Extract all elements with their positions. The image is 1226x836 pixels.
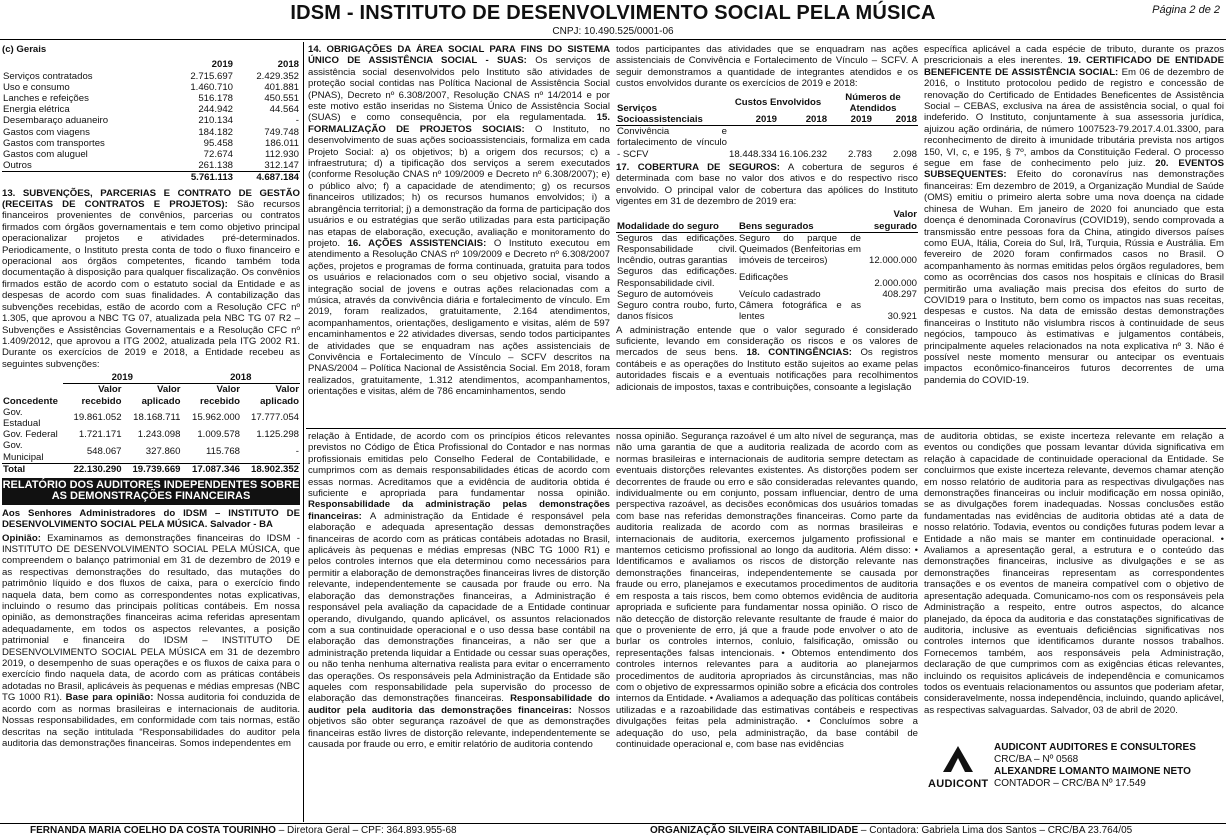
insurance-goods: Câmera fotográfica e as lentes — [739, 300, 861, 323]
column-4-bottom — [924, 431, 1224, 741]
section-14-body: Os serviços de assistência social desenvolvidos pelo Instituto são atividades de proteção social contidas nas Política Nacional de Assistência Social (PNAS), Decreto nº 6.308/2007, Resolução CNAS nº 14/2014 e por este motivo estão inseridas no Sistema Único de Assistência Social (SUAS) e como consequência, por ela regulamentada. — [308, 55, 610, 124]
grants-cell: Gov. Municipal — [3, 440, 44, 463]
basis-body: Nossa auditoria foi conduzida de acordo com as normas brasileiras e internacionais de auditoria. Nossas responsabilidades, em conformidade com tais normas, estão descritas na seção intitulada “Responsabilidades do auditor pela auditoria das demonstrações financeiras. Somos independentes em — [2, 692, 300, 749]
section-19-body: Em 06 de dezembro de 2016, o Instituto protocolou pedido de registro e concessão de renovação do Certificado de Entidades Beneficentes de Assistência Social – CEBAS, exclusiva na área de assistência social, o qual foi indeferido. O Instituto, conjuntamente à sua assessoria jurídica, ajuizou ação ordinária, de número 1007523-79.2017.4.01.3300, para reconhecimento de direito à imunidade tributária prevista nos artigos 150, VI, c, e 195, § 7º, ambos da Constituição Federal. O processo segue em fase de conhecimento pelo juiz. — [924, 66, 1224, 170]
grants-cell: 15.962.000 — [191, 412, 240, 424]
grants-table — [2, 372, 300, 475]
insurance-value: 12.000.000 — [868, 255, 917, 267]
section-18-title: 18. CONTINGÊNCIAS: — [746, 347, 852, 359]
scfv-cell: 2.098 — [892, 148, 917, 160]
column-2-top — [308, 44, 610, 428]
grants-cell: 115.768 — [206, 445, 240, 457]
expenses-table — [2, 59, 300, 183]
expenses-year-2018: 2018 — [277, 59, 299, 71]
section-17-body: A cobertura de seguros é determinada com base no valor dos ativos e do respectivo risco envolvido. O principal valor de cobertura das apólices do Instituto vigentes em 31 de dezembro de 2019 era: — [616, 161, 918, 208]
insurance-value: 408.297 — [882, 288, 917, 300]
section-16-body: O Instituto executou em atendimento a Resolução CNAS nº 109/2009 e Decreto nº 6.308/2007 ações, projetos e programas de forma continuada, gratuita para todos os usuários e relacionados com o seu objetivo social, visando a integração social de jovens e outras ações relacionadas com a música, através da convivência diária e fortalecimento de vínculo. Em 2019, foram realizados, gratuitamente, 2.164 atendimentos, acompanhamentos, orientações, desligamento e visitas, além de 597 encaminhamentos e 22 atividades diversas, sendo todos participantes de atividades que se enquadram nas ações assistenciais de Convivência e Fortalecimento de Vínculo – SCFV descritos na PNAS/2004 – Política Nacional de Assistência Social. Em 2018, foram realizados, gratuitamente, 1.312 atendimentos, acompanhamentos, orientações e visitas, além de 786 encaminhamentos, sendo — [308, 237, 610, 398]
expenses-row-2019: 261.138 — [198, 160, 233, 172]
expenses-row-2019: 184.182 — [198, 126, 233, 138]
expenses-row — [2, 104, 300, 115]
expenses-row-label: Gastos com aluguel — [3, 149, 88, 161]
audicont-logo-text: AUDICONT — [928, 778, 989, 790]
audit-addressee: Aos Senhores Administradores do IDSM – INSTITUTO DE DESENVOLVIMENTO SOCIAL PELA MÚSICA. Salvador - BA — [2, 507, 300, 531]
grants-cell: 1.125.298 — [256, 429, 299, 441]
auditor-crc: CONTADOR – CRC/BA Nº 17.549 — [994, 778, 1146, 789]
scfv-year: 2019 — [755, 114, 778, 126]
scfv-year: 2019 — [850, 114, 873, 126]
scfv-year: 2018 — [805, 114, 828, 126]
grants-header-received-2019: Valor recebido — [81, 384, 122, 407]
insurance-goods: Edificações — [739, 272, 789, 284]
accounting-firm: ORGANIZAÇÃO SILVEIRA CONTABILIDADE — [650, 825, 859, 836]
insurance-value: 30.921 — [887, 311, 917, 323]
column-3-top — [616, 44, 918, 428]
insurance-goods: Seguro do parque de Queimados (Benfeitorias em imóveis de terceiros) — [739, 232, 861, 267]
page-footer — [0, 823, 1226, 836]
grants-cell: Gov. Estadual — [3, 406, 41, 429]
auditor-name: ALEXANDRE LOMANTO MAIMONE NETO — [994, 766, 1191, 777]
expenses-row-2019: 516.178 — [198, 93, 233, 105]
grants-total-cell: 18.902.352 — [241, 463, 300, 475]
scfv-cell: 16.106.232 — [779, 148, 828, 160]
auditor-signature — [994, 742, 1226, 790]
expenses-year-2019: 2019 — [211, 59, 233, 71]
expenses-row-2019: 210.134 — [198, 115, 233, 127]
insurance-row — [616, 232, 918, 266]
page-number: Página 2 de 2 — [1152, 4, 1220, 16]
expenses-row-2019: 72.674 — [203, 149, 233, 161]
expenses-row-label: Serviços contratados — [3, 70, 93, 82]
grants-header-applied-2018: Valor aplicado — [260, 384, 299, 407]
audit-conclusion-body: de auditoria obtidas, se existe incerteza relevante em relação a eventos ou condições que possam levantar dúvida significativa em relação à capacidade de continuidade operacional da Entidade. Se concluirmos que existe incerteza relevante, devemos chamar atenção em nosso relatório de auditoria para as respectivas divulgações nas demonstrações financeiras ou incluir modificação em nossa opinião, se as divulgações forem inadequadas. Nossas conclusões estão fundamentadas nas evidências de auditoria obtidas até a data de nosso relatório. Todavia, eventos ou condições futuras podem levar a Entidade a não mais se manter em continuidade operacional. • Avaliamos a apresentação geral, a estrutura e o conteúdo das demonstrações financeiras, inclusive as divulgações e se as demonstrações financeiras representam as correspondentes transações e os eventos de maneira compatível com o objetivo de apresentação adequada. Comunicamo-nos com os responsáveis pela Administração a respeito, entre outros aspectos, do alcance planejado, da época da auditoria e das constatações significativas de auditoria, inclusive as eventuais deficiências significativas nos controles internos que identificamos durante nossos trabalhos. Fornecemos também, aos responsáveis pela Administração, declaração de que cumprimos com as exigências éticas relevantes, incluindo os requisitos aplicáveis de independência e comunicamos todos os eventuais relacionamentos ou assuntos que poderiam afetar, consideravelmente, nossa independência, incluindo, quando aplicável, as respectivas salvaguardas. Salvador, 03 de abril de 2020. — [924, 431, 1224, 716]
insurance-row — [616, 266, 918, 288]
section-19-title: 19. CERTIFICADO DE ENTIDADE BENEFICENTE DE ASSISTÊNCIA SOCIAL: — [924, 55, 1224, 78]
expenses-row-label: Lanches e refeições — [3, 93, 89, 105]
footer-accountant — [650, 825, 1132, 836]
insurance-header-value: Valor segurado — [873, 209, 917, 232]
scfv-year: 2018 — [895, 114, 917, 126]
audit-procedures-body: nossa opinião. Segurança razoável é um alto nível de segurança, mas não uma garantia de que a auditoria realizada de acordo com as normas brasileiras e internacionais de auditoria sempre detectam as eventuais distorções relevantes existentes. As distorções podem ser decorrentes de fraude ou erro e são consideradas relevantes quando, individualmente ou em conjunto, possam influenciar, dentro de uma perspectiva razoável, as decisões econômicas dos usuários tomadas com base nas referidas demonstrações financeiras. Como parte da auditoria realizada de acordo com as normas brasileiras e internacionais de auditoria, exercemos julgamento profissional e mantemos ceticismo profissional ao longo da auditoria. Além disso: • Identificamos e avaliamos os riscos de distorção relevante nas demonstrações financeiras, independentemente se causada por fraude ou erro, planejamos e executamos procedimentos de auditoria em resposta a tais riscos, bem como obtemos evidência de auditoria apropriada e suficiente para fundamentar nossa opinião. O risco de não detecção de distorção relevante resultante de fraude é maior do que o proveniente de erro, já que a fraude pode envolver o ato de burlar os controles internos, conluio, falsificação, omissão ou representações falsas intencionais. • Obtemos entendimento dos controles internos relevantes para a auditoria ao planejarmos procedimentos de auditoria apropriados às circunstâncias, mas não com o objetivo de expressarmos opinião sobre a eficácia dos controles internos da Entidade. • Avaliamos a adequação das políticas contábeis utilizadas e a razoabilidade das estimativas contábeis e respectivas divulgações feitas pela administração. • Concluímos sobre a adequação do uso, pela administração, da base contábil de continuidade operacional e, com base nas evidências — [616, 431, 918, 750]
grants-cell: 327.860 — [145, 445, 181, 457]
expenses-row — [2, 149, 300, 160]
scfv-intro: todos participantes das atividades que se enquadram nas ações assistenciais de Convivência e Fortalecimento de Vínculo – SCFV. A seguir demonstramos a quantidade de integrantes atendidos e os custos envolvidos durante os exercícios de 2019 e 2018: — [616, 44, 918, 90]
expenses-row-label: Gastos com transportes — [3, 137, 105, 149]
grants-cell: 19.861.052 — [73, 412, 122, 424]
column-1 — [2, 44, 300, 822]
grants-cell: 548.067 — [86, 445, 122, 457]
insurance-table — [616, 209, 918, 322]
scfv-cell: 2.783 — [848, 148, 873, 160]
resp-admin-body: A administração da Entidade é responsável pela elaboração e adequada apresentação dessas demonstrações financeiras de acordo com as práticas contábeis adotadas no Brasil, aplicáveis às pequenas e médias empresas (NBC TG 1000 R1) e pelos controles internos que ela determinou como necessários para permitir a elaboração de demonstrações financeiras livres de distorção relevante, independentemente se causada por fraude ou erro. Na elaboração das demonstrações financeiras, a Administração é responsável pela avaliação da capacidade de a Entidade continuar operando, divulgando, quando aplicável, os assuntos relacionados com a sua continuidade operacional e o uso dessa base contábil na elaboração das demonstrações financeiras, a não ser que a administração pretenda liquidar a Entidade ou cessar suas operações, ou não tenha nenhuma alternativa realista para evitar o encerramento das operações. Os responsáveis pela Administração da Entidade são aqueles com responsabilidade pela supervisão do processo de elaboração das demonstrações financeiras. — [308, 510, 610, 705]
insurance-header-goods: Bens segurados — [739, 220, 814, 232]
opinion-label: Opinião: — [2, 532, 41, 544]
grants-cell: - — [295, 445, 299, 457]
accountant-role: – Contadora: Gabriela Lima dos Santos – CRC/BA 23.764/05 — [858, 825, 1133, 836]
scfv-row-label: Convivência e fortalecimento de vínculo - SCFV — [617, 126, 727, 160]
grants-header-applied-2019: Valor aplicado — [141, 384, 181, 407]
expenses-row-2018: 186.011 — [265, 137, 299, 149]
resp-auditor-body: Nossos objetivos são obter segurança razoável de que as demonstrações financeiras estão livres de distorção relevante, independentemente se causada por fraude ou erro, e emitir relatório de auditoria contendo — [308, 704, 610, 750]
expenses-row-2018: 749.748 — [264, 126, 299, 138]
grants-year-2018: 2018 — [181, 372, 300, 384]
expenses-total-2019: 5.761.113 — [164, 172, 234, 184]
resp-admin-title: Responsabilidade da administração pelas demonstrações financeiras: — [308, 499, 610, 522]
scfv-header-costs: Custos Envolvidos — [734, 97, 822, 109]
expenses-row-label: Uso e consumo — [3, 81, 70, 93]
expenses-row-label: Outros — [3, 160, 32, 172]
grants-header-received-2018: Valor recebido — [200, 384, 240, 407]
grants-year-2019: 2019 — [63, 372, 181, 384]
expenses-row-2019: 1.460.710 — [190, 81, 233, 93]
section-16-title: 16. AÇÕES ASSISTENCIAIS: — [347, 237, 487, 249]
section-13-body: São recursos financeiros provenientes de convênios, parcerias ou contratos firmados com órgãos governamentais e tem como objetivo principal operacionalizar projetos e atividades pré-determinados. Periodicamente, o Instituto presta conta de todo o fluxo financeiro e operacional aos órgãos competentes, ficando também toda documentação à disposição para qualquer fiscalização. Os convênios firmados estão de acordo com o estatuto social da Entidade e as despesas de acordo com suas finalidades. A contabilização das subvenções recebidas, estão de acordo com a Resolução CFC nº 1.305, que aprovou a NBC TG 07, atualizada pela NBC TG 07 R2 – Subvenções e Assistências Governamentais e a Resolução CFC nº 1.409/2012, que aprovou a ITG 2002, atualizada pela ITG 2002 R1. Durante os exercícios de 2019 e 2018, a Entidade recebeu as seguintes subvenções: — [2, 199, 300, 370]
expenses-heading: (c) Gerais — [2, 44, 47, 55]
expenses-row-2018: - — [295, 115, 299, 127]
section-20-body: Efeito do coronavírus nas demonstrações financeiras: Em dezembro de 2019, a Organização Mundial de Saúde (OMS) emitiu o primeiro alerta sobre uma nova doença na cidade chinesa de Wuhan. Em janeiro de 2020 foi anunciado que esta doença é denominada Coronavírus (COVID19), sendo comprovada a transmissão entre pessoas fora da China, atingido diversos países como EUA, Itália, Coreia do Sul, Irã, Turquia, Rússia e Austrália. Em fevereiro de 2020 foram confirmados casos no Brasil. O acompanhamento às normas emitidas pelos órgãos reguladores, bem como as ocorrências dos casos nos hospitais e clínicas do Brasil permitirão uma avaliação mais precisa dos efeitos do surto de COVID19 para o Instituto, bem como os impactos nas suas receitas, despesas e custos. Na data de emissão destas demonstrações financeiras o Instituto não vislumbra riscos à continuidade de seus negócios, tampouco às estimativas e julgamentos contábeis, principalmente aqueles relacionados na nota explicativa nº 3. Não é possível neste momento mensurar ou antecipar os eventuais impactos econômico-financeiros futuros decorrentes de uma pandemia do COVID-19. — [924, 169, 1224, 386]
scfv-header-attended: Números de Atendidos — [845, 91, 901, 114]
insurance-row — [616, 289, 918, 300]
firm-name: AUDICONT AUDITORES E CONSULTORES — [994, 742, 1196, 753]
footer-director — [30, 825, 457, 836]
grants-row — [2, 440, 300, 463]
section-13-title: 13. SUBVENÇÕES, PARCERIAS E CONTRATO DE GESTÃO (RECEITAS DE CONTRATOS E PROJETOS): — [2, 187, 300, 211]
scfv-cell: 18.448.334 — [729, 148, 778, 160]
section-divider — [306, 428, 1226, 429]
grants-total-cell: 22.130.290 — [63, 463, 123, 475]
page-header — [0, 2, 1226, 40]
firm-crc: CRC/BA – Nº 0568 — [994, 754, 1079, 765]
column-4-top — [924, 44, 1224, 428]
expenses-row-label: Desembaraço aduaneiro — [3, 115, 109, 127]
section-13 — [2, 188, 300, 371]
insurance-row — [616, 300, 918, 322]
insurance-goods: Veículo cadastrado — [739, 288, 821, 300]
audit-opinion — [2, 533, 300, 750]
expenses-row-2019: 2.715.697 — [190, 70, 233, 82]
grants-cell: 17.777.054 — [250, 412, 299, 424]
expenses-row — [2, 93, 300, 104]
insurance-value: 2.000.000 — [874, 277, 917, 289]
expenses-row-2018: 450.551 — [264, 93, 299, 105]
grants-cell: 1.009.578 — [197, 429, 240, 441]
col4-intro: específica aplicável a cada espécie de tributo, durante os prazos prescricionais a eles inerentes. — [924, 44, 1224, 67]
section-14-title: 14. OBRIGAÇÕES DA ÁREA SOCIAL PARA FINS DO SISTEMA ÚNICO DE ASSISTÊNCIA SOCIAL - SUAS: — [308, 44, 610, 67]
resp-auditor-title: Responsabilidade do auditor pela auditoria das demonstrações financeiras: — [308, 693, 610, 716]
director-name: FERNANDA MARIA COELHO DA COSTA TOURINHO — [30, 825, 276, 836]
page-title: IDSM - INSTITUTO DE DESENVOLVIMENTO SOCIAL PELA MÚSICA — [290, 2, 936, 24]
section-17-title: 17. COBERTURA DE SEGUROS: — [616, 161, 780, 173]
insurance-mode: Seguro de automóveis — [617, 288, 713, 300]
insurance-note: A administração entende que o valor segurado é considerado suficiente, levando em consideração os riscos e os valores de mercados de seus bens. — [616, 324, 918, 359]
expenses-total-2018: 4.687.184 — [234, 172, 300, 184]
grants-total-cell: 19.739.669 — [123, 463, 182, 475]
section-15-body: O Instituto, no desenvolvimento de suas ações socioassistenciais, formaliza em cada Projeto Social: a) os objetivos; b) a origem dos recursos; c) a infraestrutura; d) a tipificação dos serviços a serem executados (conforme Resolução CNAS nº 109/2009 e Decreto nº 6.308/2007); e) o público alvo; f) a capacidade de atendimento; g) os recursos financeiros utilizados; h) os recursos humanos envolvidos; i) a abrangência territorial; j) a demonstração da forma de participação dos usuários e ou estratégias que serão utilizadas para esta participação nas etapas de elaboração, execução, avaliação e monitoramento do projeto. — [308, 123, 610, 249]
expenses-row — [2, 71, 300, 82]
cnpj-line: CNPJ: 10.490.525/0001-06 — [552, 25, 674, 37]
expenses-row — [2, 82, 300, 93]
audicont-logo-icon — [941, 744, 975, 774]
grants-cell: 1.721.171 — [78, 429, 122, 441]
scfv-table — [616, 92, 918, 160]
audicont-logo — [928, 744, 988, 812]
grants-cell: 18.168.711 — [133, 412, 181, 424]
insurance-mode: Seguros das edificações. Responsabilidade civil. Incêndio, outras garantias — [617, 232, 737, 267]
insurance-header-mode: Modalidade do seguro — [617, 220, 719, 232]
insurance-mode: Seguro contra roubo, furto, danos físicos — [617, 300, 737, 323]
section-18-body: Os registros contábeis e as operações do Instituto estão sujeitos ao exame pelas autoridades fiscais e a eventuais notificações para recolhimentos adicionais de impostos, taxas e contribuições, consoante a legislação — [616, 347, 918, 393]
insurance-mode: Seguros das edificações. Responsabilidade civil. — [617, 266, 737, 289]
expenses-row-label: Energia elétrica — [3, 104, 70, 116]
expenses-row — [2, 127, 300, 138]
expenses-row-2018: 112.930 — [265, 149, 299, 161]
basis-label: Base para opinião: — [65, 692, 154, 704]
expenses-row-2019: 95.458 — [203, 137, 233, 149]
grants-cell: Gov. Federal — [3, 429, 58, 441]
expenses-row-label: Gastos com viagens — [3, 126, 90, 138]
grants-row — [2, 407, 300, 429]
expenses-row — [2, 115, 300, 126]
column-divider — [303, 42, 304, 822]
grants-header-grantor: Concedente — [3, 395, 58, 407]
expenses-row-2018: 312.147 — [264, 160, 299, 172]
grants-row — [2, 429, 300, 440]
grants-cell: 1.243.098 — [137, 429, 181, 441]
scfv-header-services: Serviços Socioassistenciais — [617, 102, 703, 126]
expenses-row — [2, 160, 300, 172]
expenses-row-2018: 2.429.352 — [256, 70, 299, 82]
column-3-bottom — [616, 431, 918, 822]
section-20-title: 20. EVENTOS SUBSEQUENTES: — [924, 158, 1224, 181]
ethics-paragraph: relação à Entidade, de acordo com os princípios éticos relevantes previstos no Código de Ética Profissional do Contador e nas normas profissionais emitidas pelo Conselho Federal de Contabilidade, e cumprimos com as demais responsabilidades éticas de acordo com essas normas. Acreditamos que a evidência de auditoria obtida é suficiente e apropriada para fundamentar nossa opinião. — [308, 431, 610, 500]
director-role: – Diretora Geral – CPF: 364.893.955-68 — [275, 825, 457, 836]
grants-total-cell: 17.087.346 — [181, 463, 241, 475]
expenses-row-2018: 401.881 — [264, 81, 299, 93]
grants-total-label: Total — [2, 463, 63, 475]
audit-report-banner: RELATÓRIO DOS AUDITORES INDEPENDENTES SOBRE AS DEMONSTRAÇÕES FINANCEIRAS — [2, 478, 300, 505]
expenses-row-2018: 44.564 — [269, 104, 299, 116]
column-2-bottom — [308, 431, 610, 822]
section-15-title: 15. FORMALIZAÇÃO DE PROJETOS SOCIAIS: — [308, 112, 610, 135]
expenses-row — [2, 138, 300, 149]
expenses-row-2019: 244.942 — [198, 104, 233, 116]
opinion-body: Examinamos as demonstrações financeiras do IDSM - INSTITUTO DE DESENVOLVIMENTO SOCIAL PELA MÚSICA, que compreendem o balanço patrimonial em 31 de dezembro de 2019 e as respectivas demonstrações do resultado, das mutações do patrimônio líquido e dos fluxos de caixa, para o exercício findo naquela data, bem como as correspondentes notas explicativas, incluindo o resumo das principais políticas contábeis. Em nossa opinião, as demonstrações financeiras acima referidas apresentam adequadamente, em todos os aspectos relevantes, a posição patrimonial e financeira do IDSM – INSTITUTO DE DESENVOLVIMENTO SOCIAL PELA MÚSICA em 31 de dezembro 2019, o desempenho de suas operações e os fluxos de caixa para o exercício findo naquela data, de acordo com as práticas contábeis adotadas no Brasil, aplicáveis às pequenas e médias empresas (NBC TG 1000 R1). — [2, 532, 300, 704]
